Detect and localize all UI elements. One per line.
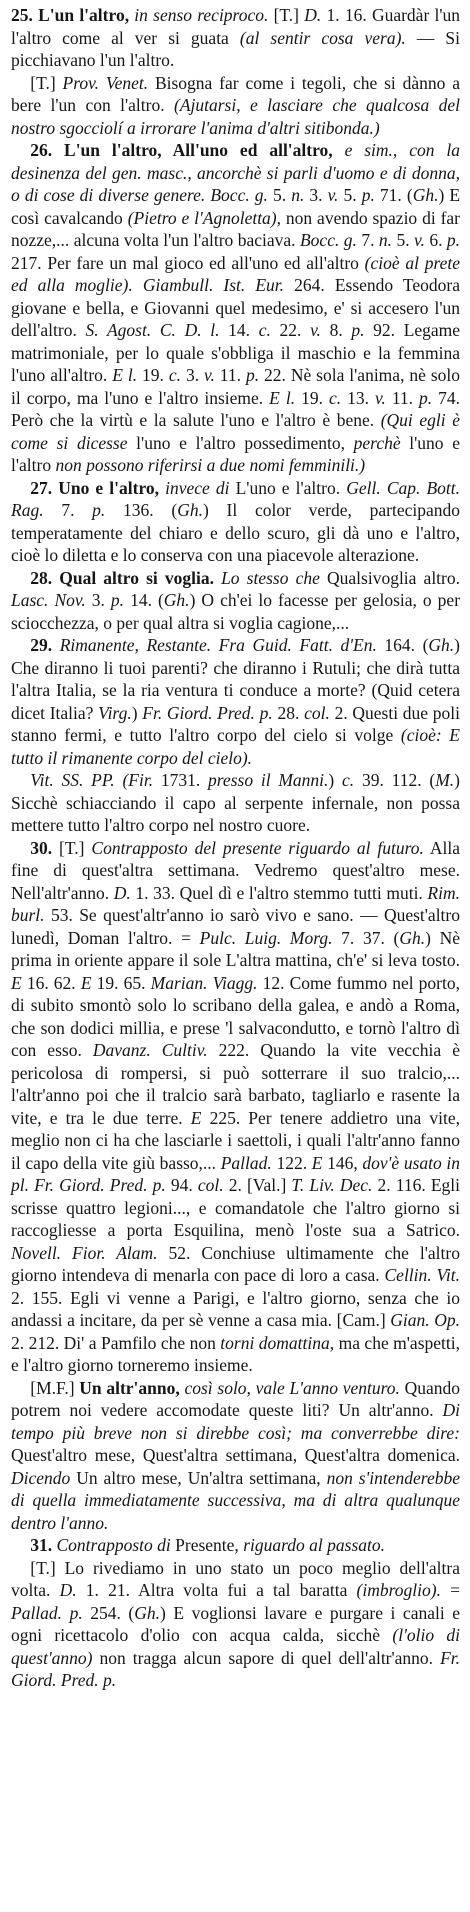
entry-text: 146,	[322, 1152, 363, 1173]
entry-text: l'uno e l'altro possedimento,	[127, 432, 354, 453]
entry-text: 2. 155. Egli vi venne a Parigi, e l'altro giorno, senza che io andassi a incitare, da per sè venne a casa mia. [Cam.]	[11, 1287, 460, 1330]
entry-heading: 26. L'un l'altro, All'uno ed all'altro,	[30, 140, 345, 160]
italic-text: E	[190, 1107, 202, 1128]
entry-text: Presente,	[170, 1535, 244, 1555]
entry-text: 164. (	[384, 635, 429, 655]
italic-text: non s'intenderebbe di quella immediatamente successiva, ma di altra qualunque dentro l'anno.	[11, 1467, 460, 1533]
italic-text: p.	[245, 365, 265, 385]
italic-text: E l.	[269, 387, 302, 408]
italic-text: Gell. Cap. Bott. Rag.	[11, 477, 460, 520]
italic-text: Gh.	[163, 590, 190, 610]
entry-text: 222. Quando la vite vecchia è pericolosa di rompersi, si può sotterrare il suo tralcio,... l'altr'anno poi che il tralcio sarà barbato, tagliarlo e rasente la vite, e tra le due terre.	[11, 1040, 460, 1128]
italic-text: perchè	[353, 432, 401, 453]
italic-text: Novell. Fior. Alam.	[11, 1242, 158, 1263]
italic-text: E	[11, 972, 22, 993]
italic-text: D.	[304, 5, 327, 25]
entry-text: 2. Questi due poli stanno fermi, e tutto l'altro corpo del cielo si volge	[11, 702, 461, 745]
italic-text: c.	[168, 365, 186, 385]
entry-text: 52. Conchiuse ultimamente che l'altro giorno intendeva di menarla con pace di loro a casa.	[11, 1242, 460, 1285]
entry-text: [M.F.]	[30, 1377, 80, 1398]
italic-text: presso il Manni.	[208, 770, 329, 790]
italic-text: v.	[374, 387, 392, 408]
italic-text: Cellin. Vit.	[384, 1265, 460, 1285]
entry-heading: 25. L'un l'altro,	[11, 5, 135, 25]
italic-text: n.	[291, 185, 310, 205]
entry-heading: 30.	[30, 837, 60, 858]
italic-text: Gh.	[428, 635, 455, 655]
italic-text: p.	[419, 387, 439, 408]
entry-text: ) Nè prima in oriente appare il sole L'altra mattina, ch'e' si leva tosto.	[11, 927, 461, 970]
italic-text: invece di	[165, 477, 230, 498]
italic-text: Pallad. p.	[11, 1602, 91, 1623]
italic-text: Pallad.	[220, 1152, 272, 1173]
entry-text: 12. Come fummo nel porto, di subito smontò solo lo scribano della galea, e andò a Roma, che son dodici millia, e prese 'l salvacondutto, e tornò l'altro dì con esso.	[11, 972, 461, 1060]
entry-text: 3.	[91, 590, 111, 610]
italic-text: n.	[378, 230, 397, 250]
italic-text: Lo stesso che	[221, 567, 320, 588]
italic-text: Lasc. Nov.	[11, 590, 92, 610]
italic-text: p.	[351, 320, 374, 340]
dictionary-entry	[11, 477, 460, 567]
italic-text: Vit. SS. PP. (Fir.	[30, 770, 161, 790]
entry-text: )	[328, 770, 343, 790]
entry-text: 264. Essendo Teodora giovane e bella, e Giovanni quel medesimo, e' si accesero l'un dell'altro.	[11, 275, 461, 340]
entry-text: 6.	[429, 230, 447, 250]
italic-text: Contrapposto del presente riguardo al futuro.	[91, 837, 424, 858]
italic-text: E	[311, 1152, 323, 1173]
entry-text: ) Che diranno li tuoi parenti? che diranno i Rutuli; che dirà tutta l'altra Italia, se la ria ventura ti conduce a morte? (Quid cetera dicet Italia?	[11, 635, 460, 723]
entry-text: 28.	[277, 702, 305, 723]
entry-text: L'uno e l'altro.	[229, 477, 347, 498]
italic-text: E	[80, 972, 92, 993]
entry-text: 14. (	[130, 590, 164, 610]
italic-text: Gh.	[399, 927, 426, 948]
italic-text: Pulc. Luig. Morg.	[199, 927, 342, 948]
entry-heading: 27. Uno e l'altro,	[30, 477, 166, 498]
entry-text: 1731.	[160, 770, 209, 790]
italic-text: (Ajutarsi, e lasciare che qualcosa del nostro sgocciolí a irrorare l'anima d'altri sitibonda.)	[11, 95, 460, 138]
italic-text: Prov. Venet.	[62, 72, 149, 93]
entry-text: 11.	[219, 365, 246, 385]
entry-text: ) O ch'ei lo facesse per gelosia, o per sciocchezza, o per qual altra si voglia cagione,...	[11, 590, 461, 633]
entry-text: 53. Se quest'altr'anno io sarò vivo e sano. — Quest'altro lunedì, Doman l'altro. =	[11, 905, 460, 948]
italic-text: D.	[59, 1580, 86, 1600]
entry-text: 11.	[391, 387, 420, 408]
italic-text: Contrapposto di	[56, 1535, 171, 1555]
entry-text: — Si picchiavano l'un l'altro.	[11, 27, 460, 70]
italic-text: (al sentir cosa vera).	[239, 27, 406, 48]
entry-text: 92. Legame matrimoniale, per lo quale s'obbliga il maschio e la femmina l'uno all'altro.	[11, 320, 461, 385]
italic-text: Rim. burl.	[11, 882, 460, 925]
entry-text: 2. 212. Di' a Pamfilo che non	[11, 1332, 221, 1353]
italic-text: in senso reciproco.	[134, 5, 274, 25]
entry-text: Alla fine di quest'altra settimana. Vedremo quest'altro mese. Nell'altr'anno.	[11, 837, 461, 903]
italic-text: E l.	[112, 365, 143, 385]
entry-text: Quando potrem noi vedere accomodate queste liti? Un altr'anno.	[11, 1377, 461, 1420]
entry-heading: 29.	[30, 635, 60, 655]
entry-text: 136. (	[123, 500, 178, 520]
entry-text: 16. 62.	[21, 972, 81, 993]
italic-text: (Pietro e l'Agnoletta),	[127, 207, 282, 228]
entry-text: [T.]	[273, 5, 305, 25]
entry-text: 39. 112. (	[361, 770, 436, 790]
entry-text: 1. 33. Quel dì e l'altro stemmo tutti muti.	[135, 882, 428, 903]
dictionary-entry	[11, 1534, 460, 1557]
italic-text: e sim., con la desinenza del gen. masc., ancorchè si parli d'uomo e di donna, o di cose di diverse genere. Bocc. g.	[11, 140, 460, 205]
italic-text: Di tempo più breve non si direbbe così; ma converrebbe dire:	[11, 1400, 460, 1443]
italic-text: Rimanente, Restante. Fra Guid. Fatt. d'En.	[59, 635, 385, 655]
entry-text: ma che m'aspetti, e l'altro giorno torneremo insieme.	[11, 1332, 460, 1375]
entry-text: 122.	[271, 1152, 312, 1173]
italic-text: così solo, vale L'anno venturo.	[184, 1377, 400, 1398]
entry-text: 7.	[61, 500, 93, 520]
entry-text: 22.	[279, 320, 311, 340]
italic-text: T. Liv. Dec.	[291, 1175, 378, 1195]
entry-text: non avendo spazio di far nozze,... alcuna volta l'un l'altro baciava.	[11, 207, 461, 250]
dictionary-entry	[11, 567, 460, 635]
entry-text: 5.	[343, 185, 362, 205]
italic-text: Marian. Viagg.	[150, 972, 258, 993]
entry-text: 8.	[329, 320, 352, 340]
entry-text: non tragga alcun sapore di quel dell'altr'anno.	[92, 1647, 441, 1668]
entry-text: ) Il color verde, partecipando temperatamente del chiaro e dello scuro, gli dà uno e l'altro, cioè lo diletta e lo conserva con una piacevole alterazione.	[11, 500, 460, 565]
italic-text: torni domattina,	[220, 1332, 335, 1353]
entry-text: 225. Per tenere addietro una vite, meglio non ci ha che lasciarle i saettoli, i quali l'altr'anno fanno il capo della vite giù basso,...	[11, 1107, 461, 1173]
italic-text: p.	[110, 590, 131, 610]
dictionary-entry	[11, 769, 460, 837]
italic-text: (cioè: E tutto il rimanente corpo del cielo).	[11, 725, 461, 768]
entry-text: 5.	[396, 230, 415, 250]
italic-text: Gian. Op.	[390, 1310, 460, 1330]
entry-text: 22. Nè sola l'anima, nè solo il corpo, ma l'uno e l'altro insieme.	[11, 365, 461, 408]
italic-text: D.	[113, 882, 136, 903]
entry-text	[133, 275, 143, 295]
entry-text: 7. 37. (	[341, 927, 400, 948]
italic-text: Fr. Giord. Pred. p.	[11, 1647, 460, 1690]
entry-text: 217. Per fare un mal gioco ed all'uno ed all'altro	[11, 252, 365, 273]
entry-text: 19.	[301, 387, 329, 408]
entry-text: 7.	[361, 230, 379, 250]
italic-text: (imbroglio).	[356, 1580, 441, 1600]
entry-text: 254. (	[90, 1602, 135, 1623]
entry-text: 19. 65.	[91, 972, 151, 993]
dictionary-entry	[11, 139, 460, 477]
italic-text: (Qui egli è come si dicesse	[11, 410, 460, 453]
entry-heading: Un altr'anno,	[79, 1377, 185, 1398]
italic-text: v.	[414, 230, 430, 250]
entry-text: 74. Però che la virtù e la salute l'uno e l'altro è bene.	[11, 387, 461, 430]
entry-text: =	[440, 1580, 461, 1600]
entry-text: 13.	[347, 387, 375, 408]
italic-text: p.	[446, 230, 460, 250]
italic-text: (l'olio di quest'anno)	[11, 1625, 460, 1668]
entry-text: Qualsivoglia altro.	[319, 567, 460, 588]
italic-text: non possono riferirsi a due nomi femminili.)	[55, 455, 366, 475]
italic-text: Gh.	[134, 1602, 161, 1623]
italic-text: v.	[204, 365, 220, 385]
italic-text: p.	[361, 185, 380, 205]
italic-text: Davanz. Cultiv.	[92, 1040, 208, 1060]
entry-text: 1. 16. Guardàr l'un l'altro come al ver si guata	[11, 5, 461, 48]
entry-text: 2. [Val.]	[228, 1175, 292, 1195]
entry-text: ) Sicchè schiacciando il capo al serpente infernale, non possa mettere tutto l'altro corpo nel nostro cuore.	[11, 770, 460, 835]
italic-text: M.	[435, 770, 455, 790]
entry-text: 5.	[272, 185, 292, 205]
italic-text: dov'è usato in pl. Fr. Giord. Pred. p.	[11, 1152, 461, 1195]
italic-text: Virg.	[98, 702, 132, 723]
dictionary-entry	[11, 4, 460, 72]
entry-text: Bisogna far come i tegoli, che si dànno a bere l'un con l'altro.	[11, 72, 461, 115]
italic-text: col.	[304, 702, 335, 723]
dictionary-entry	[11, 1557, 460, 1692]
entry-text: 94.	[170, 1175, 198, 1195]
entry-text: [T.] Lo rivediamo in uno stato un poco meglio dell'altra volta.	[11, 1557, 460, 1600]
italic-text: p.	[92, 500, 124, 520]
entry-text: )	[131, 702, 143, 723]
italic-text: col.	[197, 1175, 229, 1195]
entry-text: ) E voglionsi lavare e purgare i canali e ogni ricettacolo d'olio con acqua calda, sicchè	[11, 1602, 461, 1645]
italic-text: (cioè al prete ed alla moglie).	[11, 252, 460, 295]
entry-heading: 28. Qual altro si voglia.	[30, 567, 222, 588]
italic-text: Giambull. Ist. Eur.	[142, 275, 285, 295]
dictionary-entry	[11, 72, 460, 140]
entry-heading: 31.	[30, 1535, 57, 1555]
entry-text: [T.]	[30, 72, 63, 93]
italic-text: Dicendo	[11, 1467, 71, 1488]
italic-text: riguardo al passato.	[243, 1535, 385, 1555]
entry-text: 14.	[228, 320, 259, 340]
italic-text: c.	[258, 320, 280, 340]
entry-text: 2. 116. Egli scrisse quattro legioni..., e comandatole che l'altro giorno si raccogliesse a porta Esquilina, menò l'oste sua a Satrico.	[11, 1175, 461, 1240]
italic-text: Gh.	[177, 500, 203, 520]
entry-text: Quest'altro mese, Quest'altra settimana, Quest'altra domenica.	[11, 1445, 460, 1465]
italic-text: v.	[327, 185, 344, 205]
entry-text: 1. 21. Altra volta fui a tal baratta	[85, 1580, 357, 1600]
italic-text: c.	[328, 387, 348, 408]
italic-text: S. Agost. C. D. l.	[85, 320, 229, 340]
italic-text: c.	[342, 770, 362, 790]
entry-text: 71. (	[379, 185, 413, 205]
entry-text: l'uno e l'altro	[11, 432, 460, 475]
italic-text: Fr. Giord. Pred. p.	[142, 702, 278, 723]
dictionary-entry	[11, 837, 460, 1377]
entry-text: [T.]	[59, 837, 92, 858]
entry-text: Un altro mese, Un'altra settimana,	[70, 1467, 327, 1488]
italic-text: Gh.	[412, 185, 439, 205]
dictionary-entry	[11, 1377, 460, 1535]
entry-text: 3.	[309, 185, 328, 205]
italic-text: Bocc. g.	[299, 230, 362, 250]
entry-text: 19.	[142, 365, 169, 385]
italic-text: v.	[310, 320, 330, 340]
entry-text: ) E così cavalcando	[11, 185, 461, 228]
dictionary-entry	[11, 634, 460, 769]
entry-text: 3.	[185, 365, 204, 385]
